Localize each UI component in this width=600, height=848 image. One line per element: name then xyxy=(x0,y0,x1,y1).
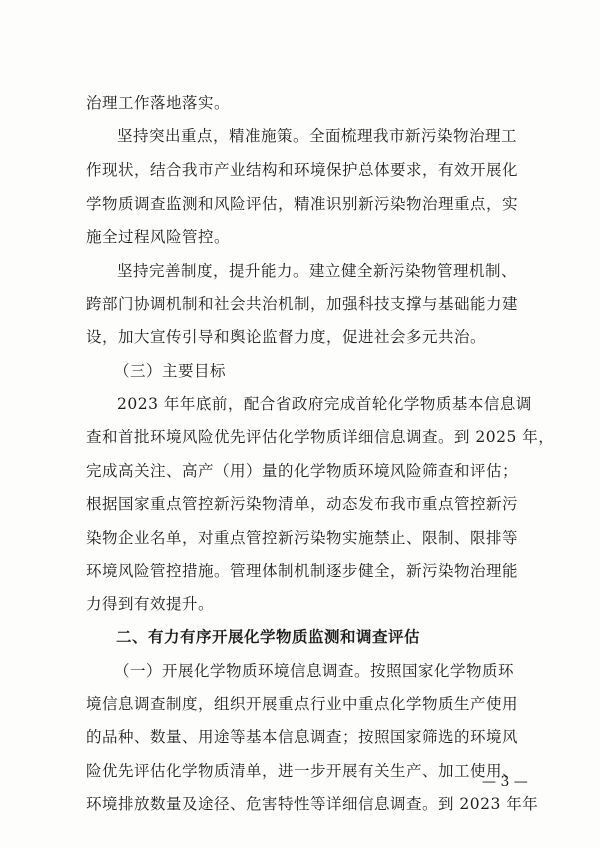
section-heading: 二、有力有序开展化学物质监测和调查评估 xyxy=(116,628,421,646)
body-line: 施全过程风险管控。 xyxy=(86,228,231,246)
body-line: 完成高关注、高产（用）量的化学物质环境风险筛查和评估； xyxy=(86,462,519,480)
body-line: 坚持突出重点，精准施策。全面梳理我市新污染物治理工 xyxy=(117,127,518,145)
body-line: 2023 年年底前，配合省政府完成首轮化学物质基本信息调 xyxy=(117,395,532,413)
body-line: 险优先评估化学物质清单，进一步开展有关生产、加工使用、 xyxy=(86,762,519,780)
body-line: 环境风险管控措施。管理体制机制逐步健全，新污染物治理能 xyxy=(86,562,519,580)
body-line: 设，加大宣传引导和舆论监督力度，促进社会多元共治。 xyxy=(86,328,487,346)
body-line: 环境排放数量及途径、危害特性等详细信息调查。到 2023 年年 xyxy=(86,795,539,813)
body-line: （一）开展化学物质环境信息调查。按照国家化学物质环 xyxy=(114,662,515,680)
page-number: — 3 — xyxy=(482,774,528,790)
body-line: 学物质调查监测和风险评估，精准识别新污染物治理重点，实 xyxy=(86,195,519,213)
body-line: 境信息调查制度，组织开展重点行业中重点化学物质生产使用 xyxy=(86,695,519,713)
body-line: 治理工作落地落实。 xyxy=(86,94,231,112)
body-line: 力得到有效提升。 xyxy=(86,595,215,613)
body-line: 染物企业名单，对重点管控新污染物实施禁止、限制、限排等 xyxy=(86,529,519,547)
body-line: 跨部门协调机制和社会共治机制，加强科技支撑与基础能力建 xyxy=(86,295,519,313)
body-line: 查和首批环境风险优先评估化学物质详细信息调查。到 2025 年， xyxy=(86,428,555,446)
body-line: 根据国家重点管控新污染物清单，动态发布我市重点管控新污 xyxy=(86,495,519,513)
body-line: 作现状，结合我市产业结构和环境保护总体要求，有效开展化 xyxy=(86,161,519,179)
body-line: 坚持完善制度，提升能力。建立健全新污染物管理机制、 xyxy=(117,262,518,280)
subsection-heading: （三）主要目标 xyxy=(114,362,227,380)
body-line: 的品种、数量、用途等基本信息调查；按照国家筛选的环境风 xyxy=(86,728,519,746)
